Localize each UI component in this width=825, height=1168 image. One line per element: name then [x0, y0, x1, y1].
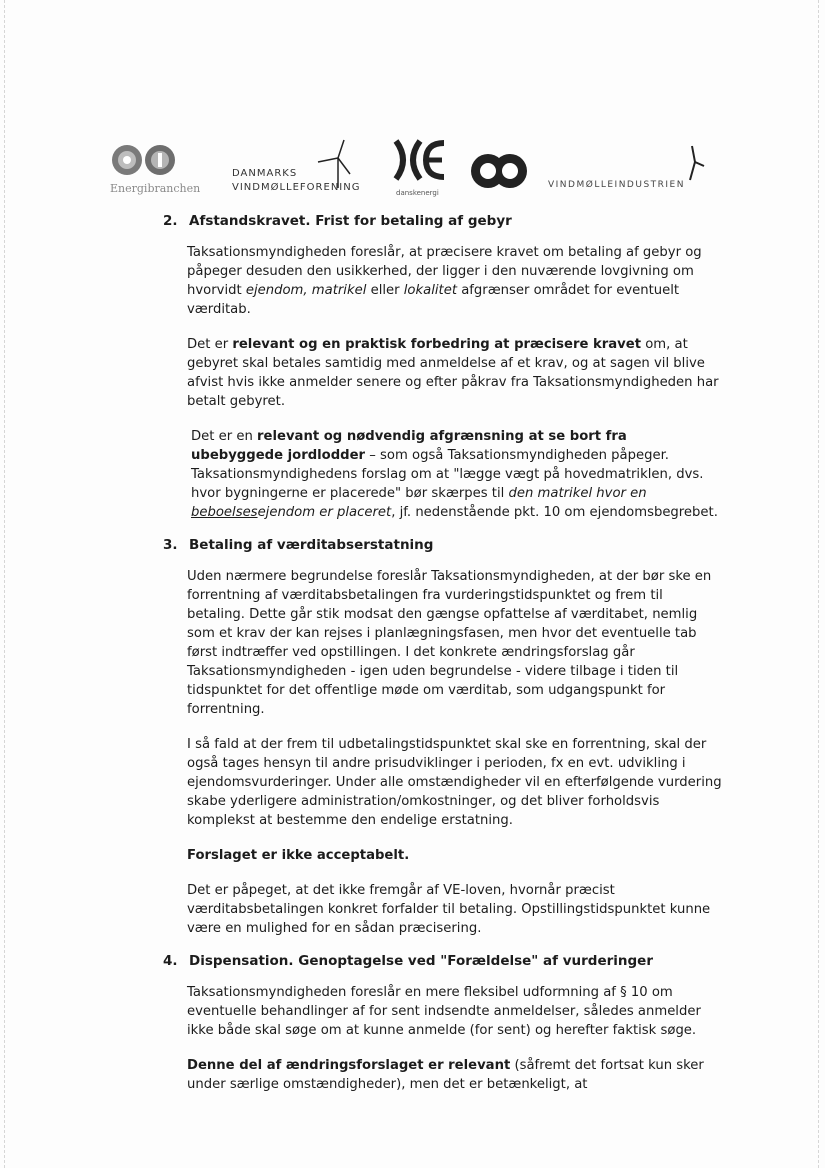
text-run: Det er en	[191, 429, 258, 444]
italic-text: ejendom er placeret	[257, 505, 392, 520]
dvf-logo	[232, 138, 372, 198]
paragraph-conclusion: Forslaget er ikke acceptabelt.	[187, 848, 410, 863]
paragraph	[187, 335, 723, 411]
section-number: 3.	[163, 537, 178, 553]
section-2-heading	[163, 212, 723, 231]
section-number: 4.	[163, 953, 178, 969]
dansk-energi-logo	[392, 135, 452, 200]
wind-turbine-icon	[312, 138, 352, 188]
text-run: (såfremt det fortsat kun sker under særlige omstændigheder), men det er betænkeligt, at	[187, 1058, 704, 1092]
italic-text: den matrikel hvor en	[508, 486, 647, 501]
dansk-energi-text: danskenergi	[396, 189, 439, 197]
italic-text: ejendom, matrikel	[245, 283, 367, 298]
paragraph: I så fald at der frem til udbetalingstidspunktet skal ske en forrentning, skal der også tages hensyn til andre prisudviklinger i perioden, fx en evt. udvikling i ejendomsvurderinger. Under alle omstændigheder vil en efterfølgende vurdering skabe yderligere administration/omkostninger, og det bliver forholdsvis komplekst at bestemme den endelige erstatning.	[187, 737, 722, 828]
section-title: Afstandskravet. Frist for betaling af gebyr	[189, 213, 512, 229]
section-title: Betaling af værditabserstatning	[189, 537, 434, 553]
paragraph	[187, 243, 723, 319]
section-4-heading	[163, 952, 723, 971]
di-logo-text: Energibranchen	[110, 182, 201, 195]
vindmolleindustrien-logo	[548, 144, 708, 199]
text-run: Det er	[187, 337, 233, 352]
underlined-text: beboelses	[191, 505, 258, 520]
text-run: – som også Taksationsmyndigheden påpeger. Taksationsmyndighedens forslag om at "lægge vægt på hovedmatriklen, dvs. hvor bygningerne er placerede" bør skærpes til	[191, 448, 704, 501]
dansk-energi-mark	[392, 135, 448, 185]
bold-text: Denne del af ændringsforslaget er relevant	[187, 1058, 511, 1073]
landsforening-logo	[468, 150, 533, 195]
text-run: afgrænser området for eventuelt værditab.	[187, 283, 680, 317]
text-run: eller	[366, 283, 404, 298]
section-number: 2.	[163, 213, 178, 229]
document-body	[163, 212, 723, 1094]
vindmolleindustrien-text: VINDMØLLEINDUSTRIEN	[548, 180, 685, 190]
section-3-heading	[163, 536, 723, 555]
landsforening-mark	[468, 150, 530, 192]
logo-row	[0, 130, 825, 205]
dvf-logo-line1: DANMARKS	[232, 168, 298, 179]
section-title: Dispensation. Genoptagelse ved "Forældelse" af vurderinger	[189, 953, 653, 969]
paragraph	[187, 427, 723, 522]
wind-turbine-icon	[684, 144, 706, 184]
text-run: , jf. nedenstående pkt. 10 om ejendomsbegrebet.	[391, 505, 718, 520]
paragraph: Taksationsmyndigheden foreslår en mere fleksibel udformning af § 10 om eventuelle behandlinger af for sent indsendte anmeldelser, således anmelder ikke både skal søge om at kunne anmelde (for sent) og herefter faktisk søge.	[187, 985, 701, 1038]
text-run: om, at gebyret skal betales samtidig med anmeldelse af et krav, og at sagen vil blive afvist hvis ikke anmelder senere og efter påkrav fra Taksationsmyndigheden har betalt gebyret.	[187, 337, 719, 409]
bold-text: relevant og nødvendig afgrænsning at se bort fra ubebyggede jordlodder	[191, 429, 627, 463]
paragraph: Det er påpeget, at det ikke fremgår af VE-loven, hvornår præcist værditabsbetalingen konkret forfalder til betaling. Opstillingstidspunktet kunne være en mulighed for en sådan præcisering.	[187, 883, 711, 936]
di-logo-mark	[110, 142, 180, 178]
bold-text: relevant og en praktisk forbedring at præcisere kravet	[232, 337, 642, 352]
italic-text: lokalitet	[403, 283, 457, 298]
paragraph	[187, 1056, 723, 1094]
di-logo	[110, 142, 215, 197]
dvf-logo-line2: VINDMØLLEFORENING	[232, 182, 361, 193]
paragraph: Uden nærmere begrundelse foreslår Taksationsmyndigheden, at der bør ske en forrentning af værditabsbetalingen fra vurderingstidspunktet og frem til betaling. Dette går stik modsat den gængse opfattelse af værditabet, nemlig som et krav der kan rejses i planlægningsfasen, men hvor det eventuelle tab først indtræffer ved opstillingen. I det konkrete ændringsforslag går Taksationsmyndigheden - igen uden begrundelse - videre tilbage i tiden til tidspunktet for det offentlige møde om værditab, som udgangspunkt for forrentning.	[187, 569, 712, 717]
text-run: Taksationsmyndigheden foreslår, at præcisere kravet om betaling af gebyr og påpeger desuden den usikkerhed, der ligger i den nuværende lovgivning om hvorvidt	[187, 245, 702, 298]
